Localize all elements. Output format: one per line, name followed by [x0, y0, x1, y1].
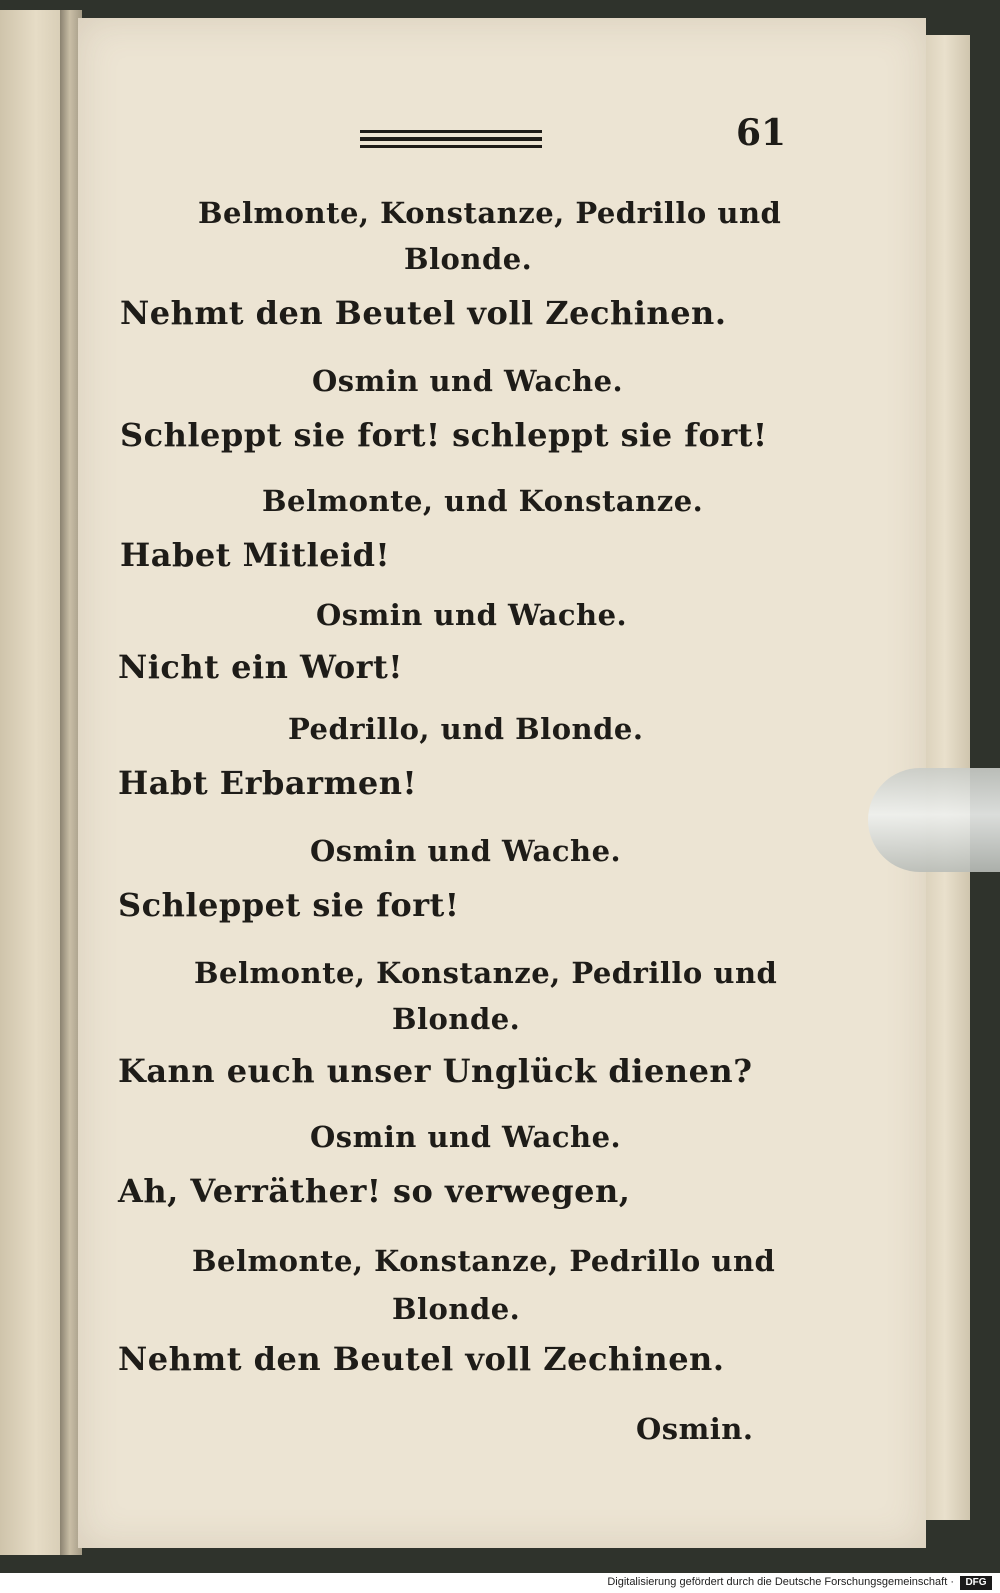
speaker-heading: Blonde.: [404, 242, 533, 276]
digitization-footer: [0, 1573, 1000, 1593]
verse-line: Kann euch unser Unglück dienen?: [118, 1052, 753, 1090]
speaker-heading: Belmonte, Konstanze, Pedrillo und: [198, 196, 782, 230]
speaker-heading: Belmonte, und Konstanze.: [262, 484, 704, 518]
verse-line: Schleppet sie fort!: [118, 886, 460, 924]
speaker-heading: Osmin und Wache.: [310, 834, 622, 868]
verse-line: Schleppt sie fort! schleppt sie fort!: [120, 416, 768, 454]
speaker-heading: Blonde.: [392, 1292, 521, 1326]
verse-line: Nicht ein Wort!: [118, 648, 403, 686]
verse-line: Nehmt den Beutel voll Zechinen.: [120, 294, 727, 332]
verse-line: Ah, Verräther! so verwegen,: [118, 1172, 631, 1210]
funding-credit: Digitalisierung gefördert durch die Deutsche Forschungsgemeinschaft ·: [607, 1576, 954, 1588]
speaker-heading: Belmonte, Konstanze, Pedrillo und: [192, 1244, 776, 1278]
dfg-logo: DFG: [960, 1576, 992, 1590]
speaker-heading: Blonde.: [392, 1002, 521, 1036]
catchword: Osmin.: [636, 1412, 754, 1446]
verse-line: Habt Erbarmen!: [118, 764, 418, 802]
page-number: 61: [736, 112, 787, 154]
speaker-heading: Belmonte, Konstanze, Pedrillo und: [194, 956, 778, 990]
verse-line: Habet Mitleid!: [120, 536, 391, 574]
speaker-heading: Osmin und Wache.: [312, 364, 624, 398]
speaker-heading: Osmin und Wache.: [310, 1120, 622, 1154]
header-rule: [360, 128, 542, 152]
speaker-heading: Osmin und Wache.: [316, 598, 628, 632]
facing-page-edge: [0, 10, 60, 1555]
verse-line: Nehmt den Beutel voll Zechinen.: [118, 1340, 725, 1378]
page-clip: [868, 768, 1000, 872]
speaker-heading: Pedrillo, und Blonde.: [288, 712, 644, 746]
